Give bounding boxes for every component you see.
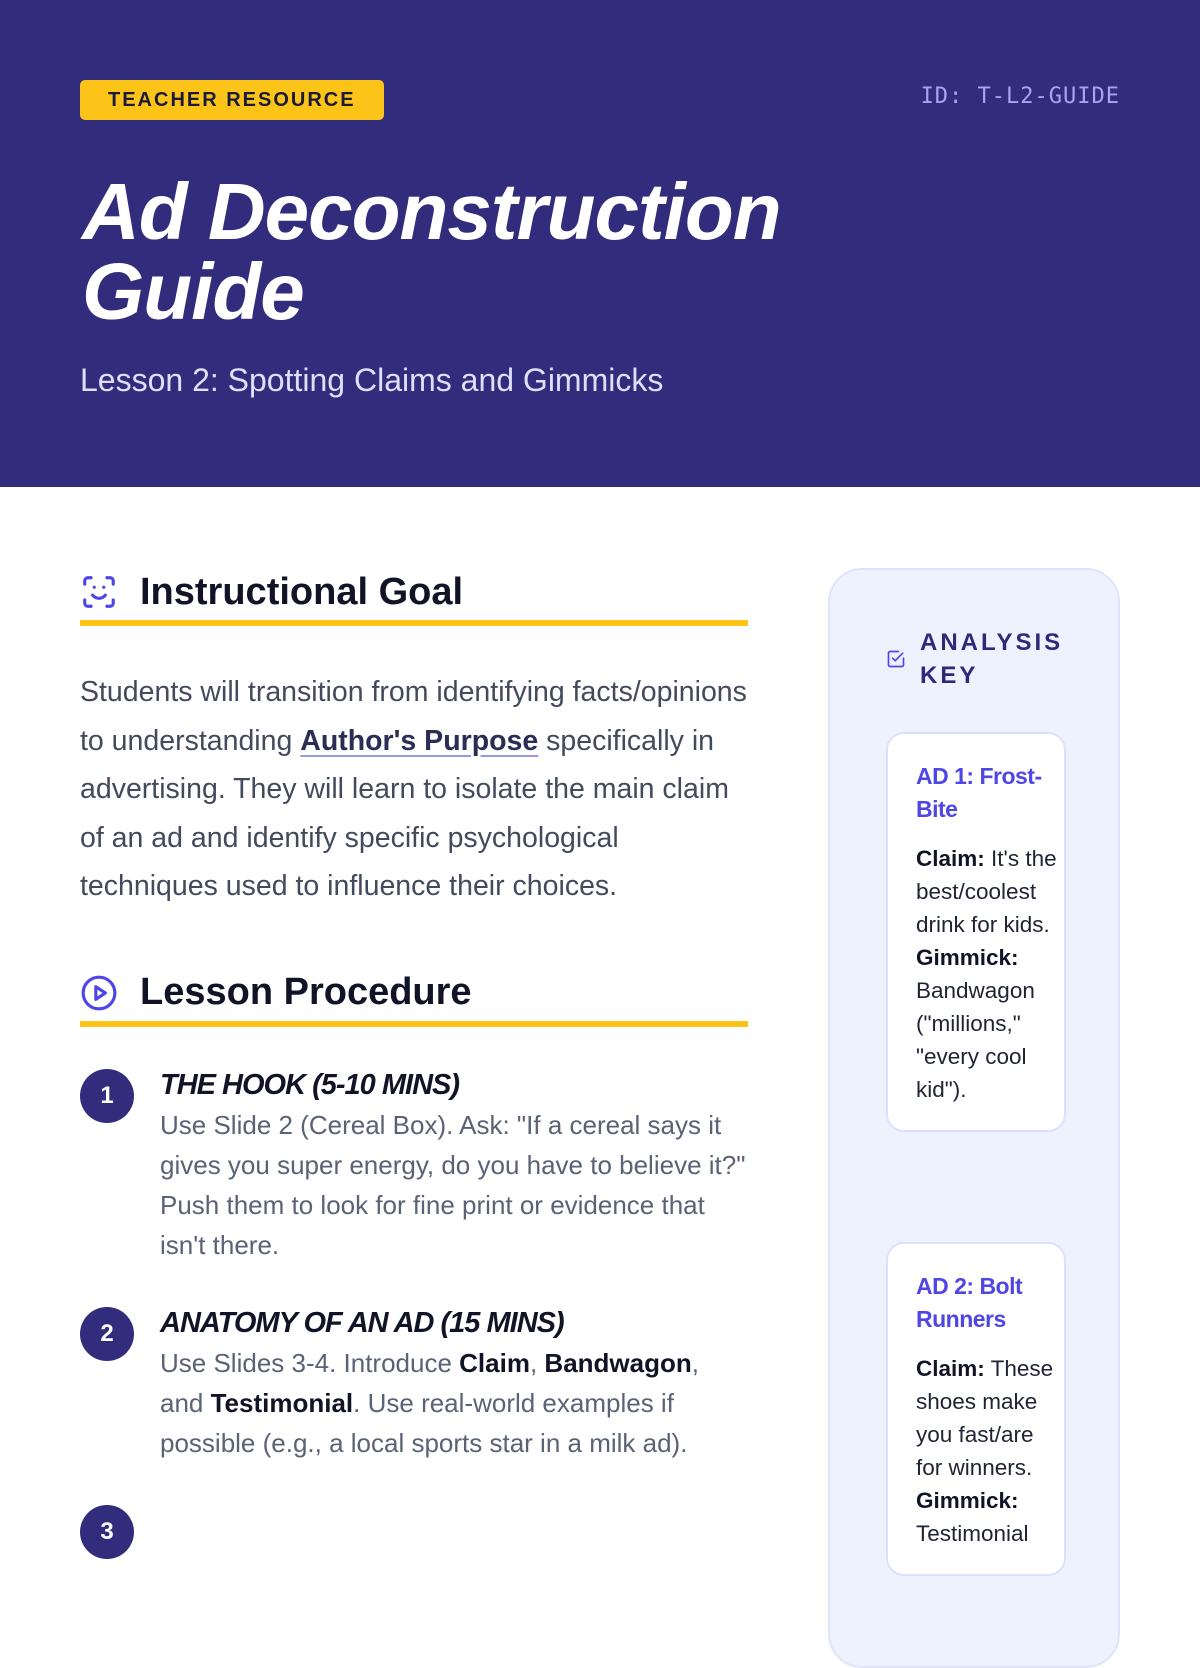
step-number: 1 (80, 1069, 134, 1123)
ad-card-body: Claim: These shoes make you fast/are for winners. Gimmick: Testimonial (916, 1356, 1054, 1546)
header-banner (0, 0, 1200, 487)
step-number: 2 (80, 1307, 134, 1361)
step-number: 3 (80, 1505, 134, 1559)
face-scan-icon (80, 573, 118, 611)
ad-card (886, 732, 1066, 1132)
teacher-resource-badge: TEACHER RESOURCE (80, 80, 384, 120)
step-title: THE HOOK (5-10 MINS) (160, 1068, 460, 1101)
goal-text: Students will transition from identifying facts/opinions to understanding (80, 676, 747, 757)
ad-card-title: AD 1: Frost-Bite (916, 763, 1042, 822)
analysis-key-heading (886, 626, 1070, 692)
procedure-step (80, 1303, 748, 1463)
ad-card (886, 1242, 1066, 1576)
authors-purpose-term: Author's Purpose (300, 724, 539, 757)
ad-card-title: AD 2: Bolt Runners (916, 1273, 1023, 1332)
document-id: ID: T-L2-GUIDE (920, 84, 1120, 109)
goal-paragraph (80, 668, 748, 911)
section-heading-procedure (80, 961, 748, 1027)
goal-heading-text: Instructional Goal (140, 570, 464, 613)
analysis-key-sidebar (828, 568, 1120, 1668)
checkbox-icon (886, 649, 906, 669)
goal-text-2: specifically in advertising. They will learn to isolate the main claim of an ad and identify specific psychological techniques used to influence their choices. (80, 724, 729, 902)
section-heading-goal (80, 560, 748, 626)
procedure-heading-text: Lesson Procedure (140, 971, 472, 1013)
procedure-step (80, 1065, 748, 1265)
ad-card-body: Claim: It's the best/coolest drink for kids. Gimmick: Bandwagon ("millions," "every cool kid"). (916, 846, 1057, 1102)
page-title: Ad Deconstruction Guide (82, 167, 781, 336)
step-body: Use Slides 3-4. Introduce Claim, Bandwagon, and Testimonial. Use real-world examples if possible (e.g., a local sports star in a milk ad). (160, 1347, 699, 1458)
step-body: Use Slide 2 (Cereal Box). Ask: "If a cereal says it gives you super energy, do you have to believe it?" Push them to look for fine print or evidence that isn't there. (160, 1109, 746, 1260)
main-content (80, 560, 748, 1545)
step-title: ANATOMY OF AN AD (15 MINS) (160, 1306, 564, 1339)
page-subtitle: Lesson 2: Spotting Claims and Gimmicks (80, 362, 664, 398)
play-circle-icon (80, 974, 118, 1012)
analysis-key-title: ANALYSIS KEY (920, 629, 1064, 689)
